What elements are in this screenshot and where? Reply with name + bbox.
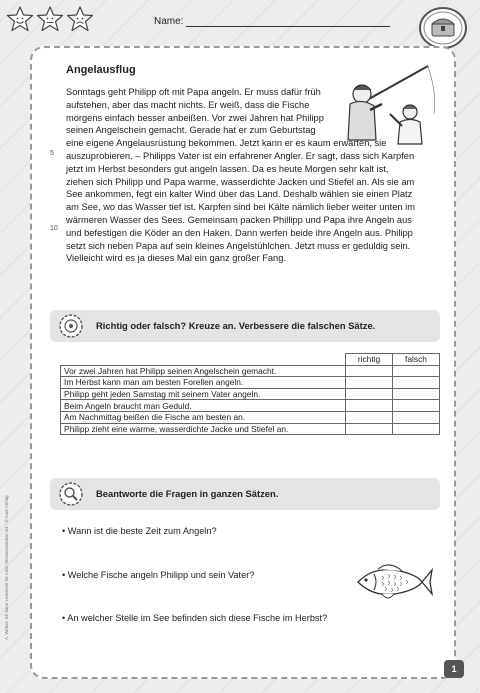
question-item: • An welcher Stelle im See befinden sich diese Fische im Herbst? [62,613,328,623]
table-header-row [61,354,440,366]
question-item: • Wann ist die beste Zeit zum Angeln? [62,526,217,536]
statement-cell: Vor zwei Jahren hat Philipp seinen Angelschein gemacht. [61,365,346,377]
story-title: Angelausflug [66,64,136,76]
statement-cell: Philipp geht jeden Samstag mit seinem Vater angeln. [61,388,346,400]
checkbox-true[interactable] [346,377,393,389]
star-smiley-icon [6,6,34,32]
carp-fish-icon [352,560,434,604]
story-line: seinen Angelschein gemacht. Gerade hat er zum Geburtstag [66,125,316,136]
story-line: ziehen sich Philipp und Papa warme, wasserdichte Jacken und Stiefel an. Als sie am [66,176,415,187]
story-line: Vielleicht wird es ja dieses Mal ein ganz großer Fang. [66,253,286,264]
table-row [61,411,440,423]
copyright-note: A. Weber: Ich kann Lesetexte für mein Textverständnis 3/4 · © Auer Verlag [4,495,9,640]
name-line[interactable] [186,26,390,27]
story-line: eine eigene Angelausrüstung bekommen. Jetzt kann er es kaum erwarten, sie [66,138,387,149]
story-line: setzt sich neben Papa auf sein kleines Angelstühlchen. Jetzt muss er geduldig sein. [66,240,411,251]
magnifier-icon [58,481,84,507]
story-text [66,86,438,265]
treasure-chest-logo-icon [418,6,468,50]
checkbox-true[interactable] [346,365,393,377]
task-2-banner [50,478,440,510]
question-text: Welche Fische angeln Philipp und sein Vater? [67,570,255,580]
checkbox-true[interactable] [346,423,393,435]
rating-stars [6,6,94,32]
checkbox-false[interactable] [393,365,440,377]
checkbox-false[interactable] [393,423,440,435]
story-line: morgens einfach besser anbeißen. Vor zwei Jahren hat Philipp [66,112,324,123]
story-line: Sonntags geht Philipp oft mit Papa angeln. Er muss dafür früh [66,87,321,97]
star-neutral-icon [36,6,64,32]
checkbox-false[interactable] [393,400,440,412]
table-row [61,377,440,389]
checkbox-false[interactable] [393,377,440,389]
statement-cell: Im Herbst kann man am besten Forellen angeln. [61,377,346,389]
question-text: Wann ist die beste Zeit zum Angeln? [67,526,217,536]
task-1-instruction: Richtig oder falsch? Kreuze an. Verbessere die falschen Sätze. [96,320,376,331]
checkbox-true[interactable] [346,411,393,423]
question-item: • Welche Fische angeln Philipp und sein Vater? [62,570,255,580]
statement-cell: Beim Angeln braucht man Geduld. [61,400,346,412]
story-line: auszuprobieren. – Philipps Vater ist ein erfahrener Angler. Er sagt, dass sich Karpfen [66,150,415,161]
story-line: wärmeren Wasser des Sees. Gemeinsam packen Phillipp und Papa ihre Angeln aus [66,214,412,225]
story-line: am See, wo das Wasser tief ist. Karpfen sind bei Kälte nämlich lieber weiter unten im [66,202,415,213]
question-text: An welcher Stelle im See befinden sich diese Fische im Herbst? [67,613,328,623]
table-row [61,388,440,400]
task-1-banner [50,310,440,342]
name-label: Name: [154,16,184,27]
table-header-empty [61,354,346,366]
story-line: aufstehen, aber das macht nichts. Er weiß, dass die Fische [66,99,310,110]
checkbox-true[interactable] [346,400,393,412]
line-number: 10 [50,225,58,232]
page-number-badge: 1 [444,660,464,678]
column-header-false: falsch [393,354,440,366]
checkbox-false[interactable] [393,411,440,423]
statement-cell: Philipp zieht eine warme, wasserdichte Jacke und Stiefel an. [61,423,346,435]
table-row [61,400,440,412]
story-line: See ankommen, fegt ein kalter Wind über das Land. Deshalb wählen sie einen Platz [66,189,413,200]
star-sad-icon [66,6,94,32]
task-2-instruction: Beantworte die Fragen in ganzen Sätzen. [96,488,279,499]
story-line: jetzt im Herbst besonders gut angeln lassen. Da es heute Morgen sehr kalt ist, [66,163,389,174]
header [0,0,480,40]
line-number: 5 [50,150,54,157]
checkbox-true[interactable] [346,388,393,400]
checkbox-false[interactable] [393,388,440,400]
story-line: und befestigen die Köder an den Haken. Dann werfen beide ihre Angeln aus. Philipp [66,227,413,238]
table-row [61,423,440,435]
gear-icon [58,313,84,339]
column-header-true: richtig [346,354,393,366]
statement-cell: Am Nachmittag beißen die Fische am besten an. [61,411,346,423]
true-false-table [60,353,440,435]
table-row [61,365,440,377]
